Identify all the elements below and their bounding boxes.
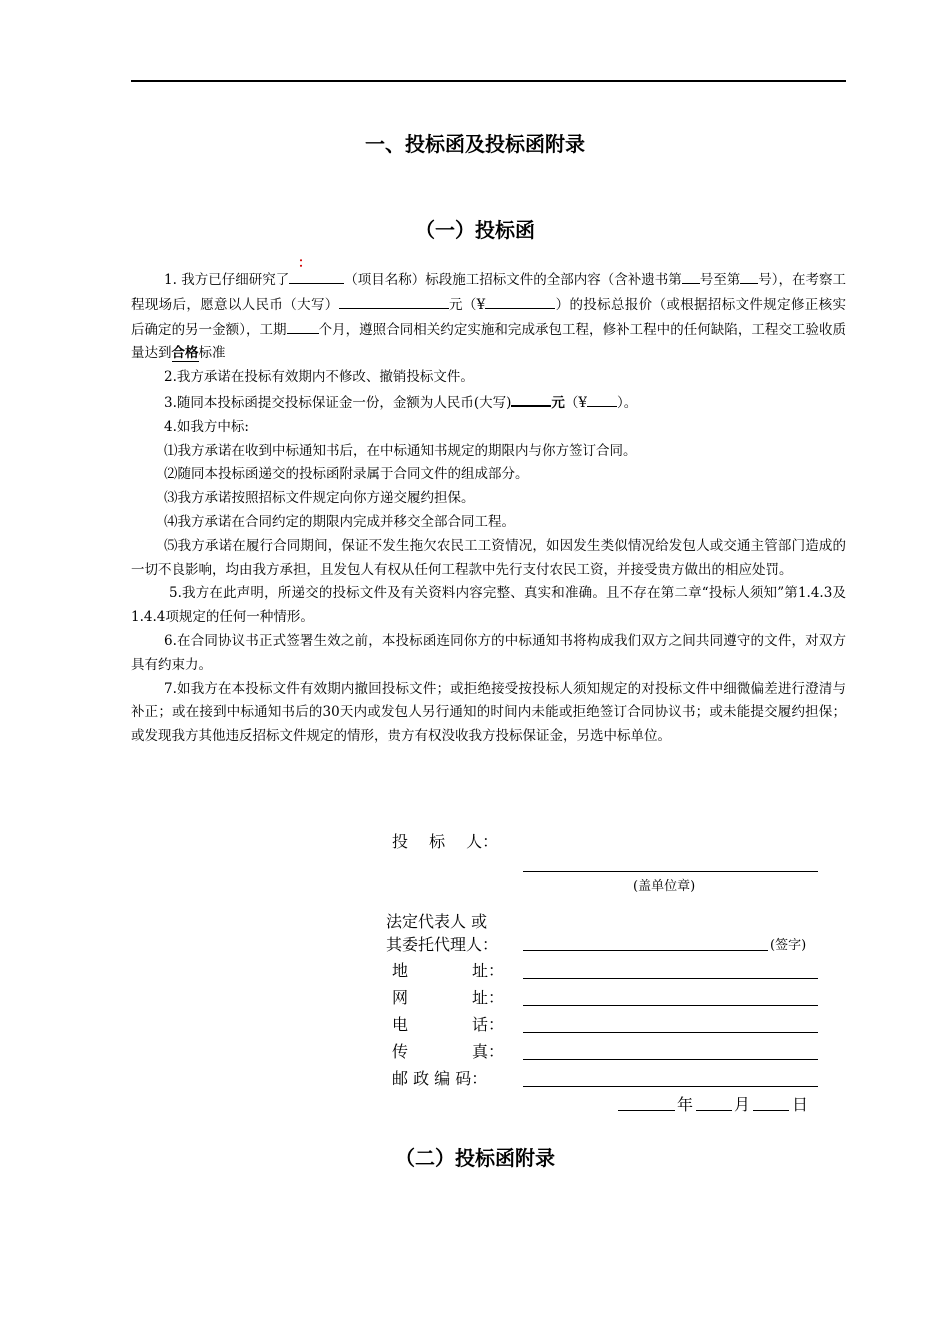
paragraph-3	[131, 390, 846, 416]
seal-note: (盖单位章)	[633, 879, 696, 894]
month-label: 月	[734, 1095, 751, 1114]
para1-text-4: 号），在考察工程现场后，愿意以人民币（大写）	[131, 272, 847, 313]
blank-amount-figures[interactable]	[485, 293, 555, 309]
postcode-label: 邮 政 编 码：	[392, 1069, 488, 1088]
legal-rep-label-2: 其委托代理人：	[386, 935, 499, 954]
paragraph-7: 7.如我方在本投标文件有效期内撤回投标文件；或拒绝接受按投标人须知规定的对投标文件中细微偏差进行澄清与补正；或在接到中标通知书后的30天内或发包人另行通知的时间内未能或拒绝签订合同协议书；或未能提交履约担保；或发现我方其他违反招标文件规定的情形，贵方有权没收我方投标保证金，另选中标单位。	[131, 680, 846, 745]
para3-text-1: 3.随同本投标函提交投标保证金一份，金额为人民币(大写)	[164, 394, 512, 411]
bidder-label: 投 标 人：	[392, 832, 499, 851]
paragraph-1	[131, 268, 846, 366]
item-3: ⑶我方承诺按照招标文件规定向你方递交履约担保。	[164, 490, 475, 507]
para1-text-1: 我方已仔细研究了	[181, 272, 290, 288]
blank-amount-words[interactable]	[339, 293, 449, 309]
address-label: 地 址：	[392, 961, 505, 980]
phone-line[interactable]	[523, 1032, 818, 1033]
para1-text-5: 元（¥	[448, 296, 486, 313]
para1-text-2: （项目名称）标段施工招标文件的全部内容（含补遗书第	[344, 272, 682, 288]
page-title: 一、投标函及投标函附录	[365, 132, 585, 156]
para3-text-4: ）。	[617, 394, 638, 411]
para1-text-9: 标准	[198, 345, 226, 362]
blank-bond-words[interactable]	[511, 390, 551, 407]
legal-rep-label-1: 法定代表人 或	[386, 912, 488, 931]
blank-project-name[interactable]	[289, 268, 344, 284]
website-line[interactable]	[523, 1005, 818, 1006]
para3-text-3: （¥	[564, 394, 588, 411]
blank-addendum-from[interactable]	[682, 268, 700, 284]
item-4: ⑷我方承诺在合同约定的期限内完成并移交全部合同工程。	[164, 513, 515, 530]
year-label: 年	[677, 1095, 694, 1114]
phone-label: 电 话：	[392, 1015, 505, 1034]
month-blank[interactable]	[696, 1110, 732, 1111]
paragraph-2: 2.我方承诺在投标有效期内不修改、撤销投标文件。	[164, 369, 474, 386]
para1-number: 1.	[164, 272, 177, 288]
legal-rep-line[interactable]	[523, 950, 768, 951]
item-5: ⑸我方承诺在履行合同期间，保证不发生拖欠农民工工资情况，如因发生类似情况给发包人或交通主管部门造成的一切不良影响，均由我方承担，且发包人有权从任何工程款中先行支付农民工资，并接受贵方做出的相应处罚。	[131, 537, 846, 578]
section-heading-appendix: （二）投标函附录	[395, 1146, 555, 1170]
paragraph-5: 5.我方在此声明，所递交的投标文件及有关资料内容完整、真实和准确。且不存在第二章“投标人须知”第1.4.3及1.4.4项规定的任何一种情形。	[131, 585, 846, 626]
fax-line[interactable]	[523, 1059, 818, 1060]
address-line[interactable]	[523, 978, 818, 979]
section-heading-bid-letter: （一）投标函	[415, 218, 535, 242]
bid-letter-body	[131, 268, 846, 749]
bidder-line[interactable]	[523, 871, 818, 872]
day-blank[interactable]	[753, 1110, 789, 1111]
para3-yuan: 元	[551, 394, 565, 411]
paragraph-6: 6.在合同协议书正式签署生效之前，本投标函连同你方的中标通知书将构成我们双方之间共同遵守的文件，对双方具有约束力。	[131, 632, 846, 673]
fax-label: 传 真：	[392, 1042, 505, 1061]
quality-standard: 合格	[171, 345, 199, 362]
day-label: 日	[792, 1095, 809, 1114]
para1-text-7: 个月，遵照合同相关约定实施和完成承包工程，修补工程中的任何缺陷，工程交工验收质量达到	[131, 321, 847, 362]
item-1: ⑴我方承诺在收到中标通知书后，在中标通知书规定的期限内与你方签订合同。	[164, 442, 637, 459]
year-blank[interactable]	[618, 1110, 675, 1111]
para1-text-3: 号至第	[699, 272, 741, 288]
red-mark: ：	[298, 256, 312, 271]
header-rule	[131, 80, 846, 82]
sign-note: (签字)	[770, 938, 807, 953]
blank-addendum-to[interactable]	[740, 268, 758, 284]
para1-text-6: ）的投标总报价（或根据招标文件规定修正核实后确定的另一金额），工期	[131, 296, 846, 338]
blank-duration[interactable]	[287, 318, 319, 334]
blank-bond-figures[interactable]	[587, 391, 617, 407]
website-label: 网 址：	[392, 988, 505, 1007]
postcode-line[interactable]	[523, 1086, 818, 1087]
item-2: ⑵随同本投标函递交的投标函附录属于合同文件的组成部分。	[164, 466, 529, 483]
paragraph-4: 4.如我方中标:	[164, 418, 249, 435]
